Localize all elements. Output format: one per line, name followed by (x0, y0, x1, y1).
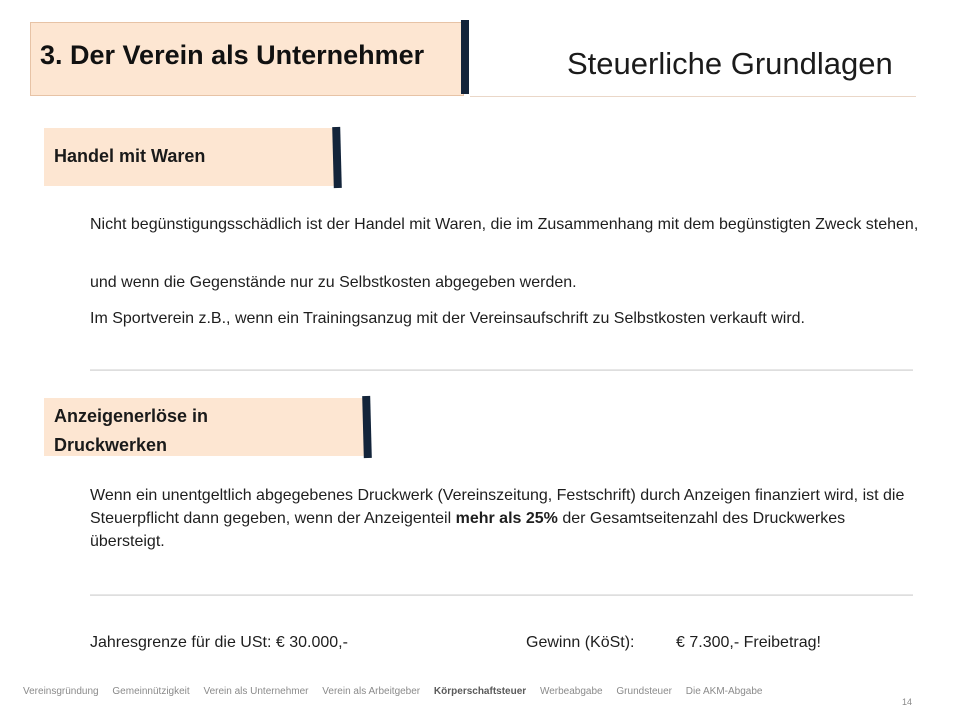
paragraph-anzeigen-emphasis: mehr als 25% (455, 510, 558, 527)
section-anzeigen-label (54, 402, 208, 460)
footer-link-akm-abgabe[interactable]: Die AKM-Abgabe (685, 686, 763, 697)
ust-limit: Jahresgrenze für die USt: € 30.000,- (90, 634, 348, 651)
footer-link-vereinsgruendung[interactable]: Vereinsgründung (23, 686, 99, 697)
footer-link-koerperschaftsteuer[interactable]: Körperschaftsteuer (433, 686, 527, 697)
title-rule (470, 96, 916, 97)
page-number: 14 (902, 697, 913, 707)
footer-link-verein-als-arbeitgeber[interactable]: Verein als Arbeitgeber (322, 686, 421, 697)
section-anzeigen-label-line1: Anzeigenerlöse in (54, 406, 209, 426)
footer-link-verein-als-unternehmer[interactable]: Verein als Unternehmer (203, 686, 309, 697)
chapter-accent-bar (461, 20, 469, 94)
koest-value: € 7.300,- Freibetrag! (676, 634, 821, 651)
paragraph-anzeigen (90, 484, 920, 553)
paragraph-handel-2: und wenn die Gegenstände nur zu Selbstkosten abgegeben werden. (90, 274, 577, 291)
paragraph-handel-3: Im Sportverein z.B., wenn ein Trainingsanzug mit der Vereinsaufschrift zu Selbstkosten verkauft wird. (90, 310, 805, 327)
footer-link-grundsteuer[interactable]: Grundsteuer (616, 686, 672, 697)
slide-title: Steuerliche Grundlagen (567, 46, 893, 81)
section-handel-label: Handel mit Waren (54, 146, 206, 166)
divider (90, 369, 913, 371)
paragraph-handel-1: Nicht begünstigungsschädlich ist der Handel mit Waren, die im Zusammenhang mit dem begünstigten Zweck stehen, (90, 216, 919, 233)
section-handel-accent-bar (332, 127, 342, 188)
footer-nav (23, 686, 774, 697)
paragraph-anzeigen-text-2: der Gesamtseitenzahl des Druckwerkes übersteigt. (90, 510, 846, 550)
footer-link-werbeabgabe[interactable]: Werbeabgabe (539, 686, 603, 697)
section-anzeigen-accent-bar (362, 396, 372, 458)
section-anzeigen-label-line2: Druckwerken (54, 435, 168, 455)
paragraph-anzeigen-text-1: Wenn ein unentgeltlich abgegebenes Druckwerk (Vereinszeitung, Festschrift) durch Anzeigen finanziert wird, ist die Steuerpflicht dann gegeben, wenn der Anzeigenteil (90, 487, 905, 527)
chapter-title: 3. Der Verein als Unternehmer (40, 40, 425, 70)
koest-label: Gewinn (KöSt): (526, 634, 635, 651)
divider (90, 594, 913, 596)
footer-link-gemeinnuetzigkeit[interactable]: Gemeinnützigkeit (112, 686, 190, 697)
